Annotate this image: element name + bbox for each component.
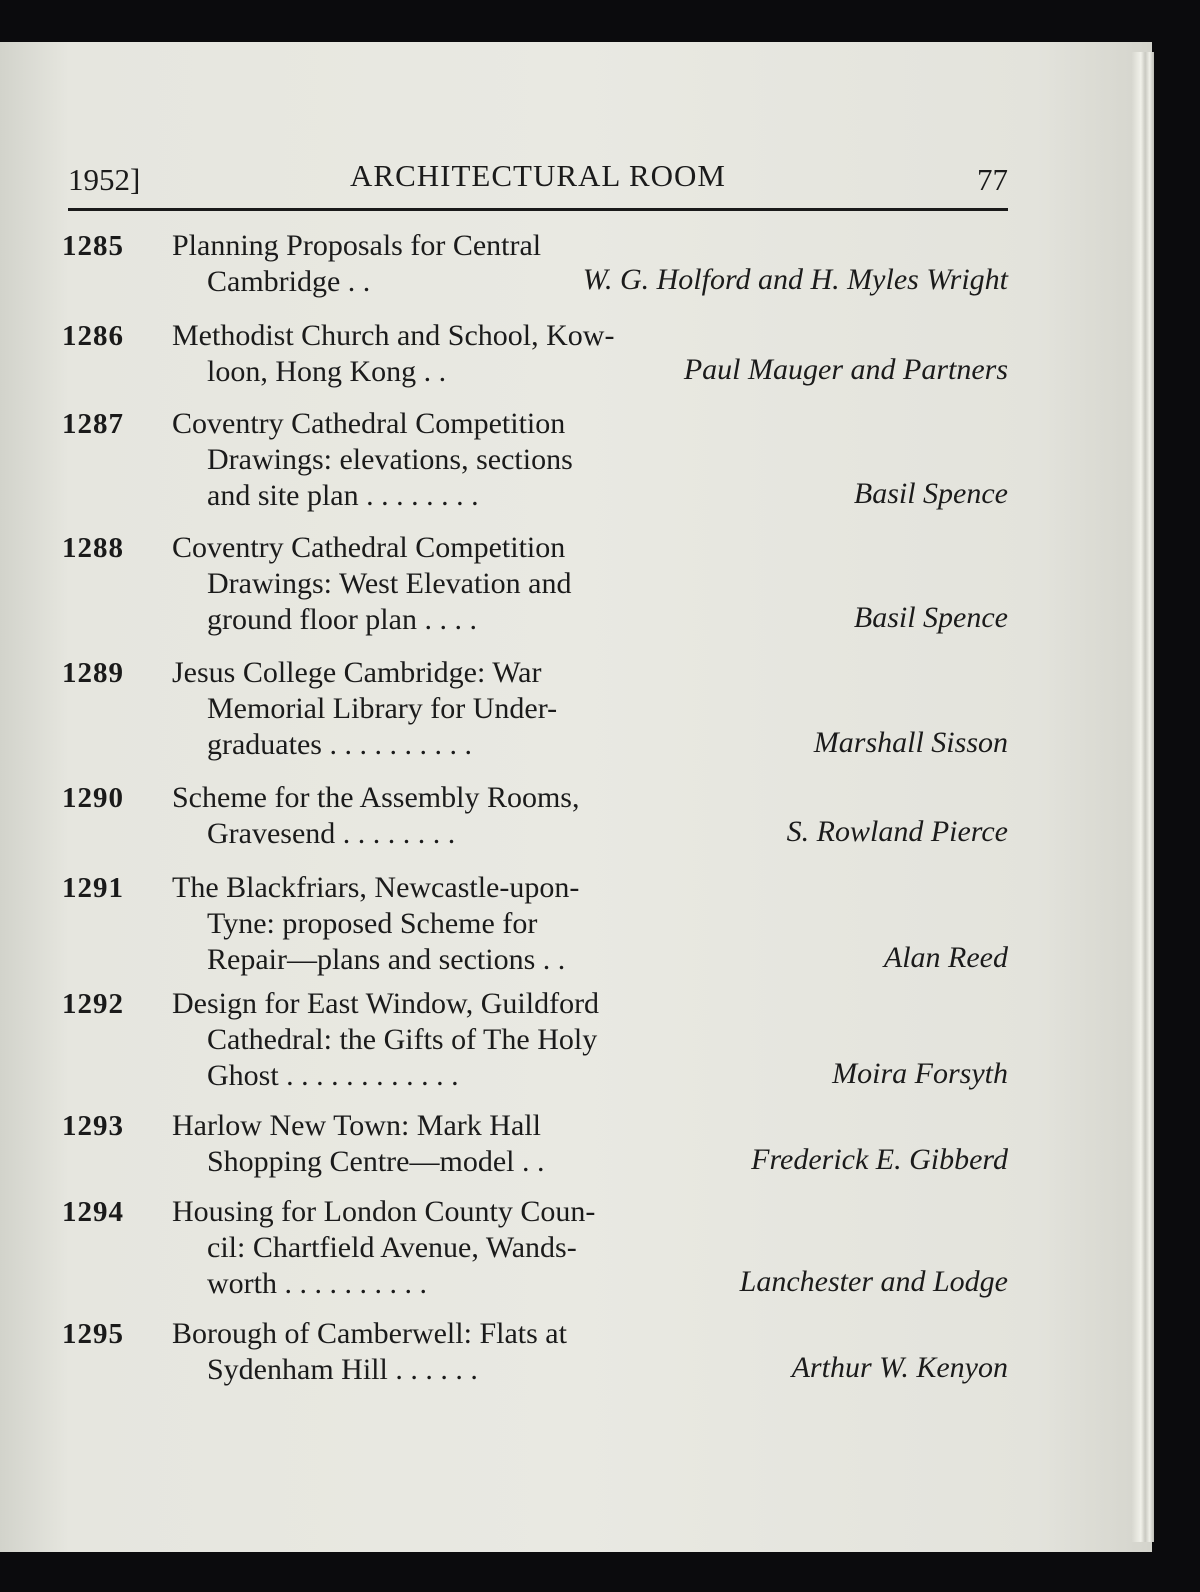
entry-title-line: Planning Proposals for Central (172, 229, 542, 262)
entry-number: 1295 (62, 1318, 124, 1350)
entry-title-line: worth . . . . . . . . . . (207, 1267, 427, 1300)
entry-title-line: Drawings: elevations, sections (207, 443, 573, 476)
entry-architect: Paul Mauger and Partners (683, 353, 1008, 386)
header-rule (68, 208, 1008, 211)
entry-number: 1294 (62, 1196, 124, 1228)
entry-architect: Basil Spence (853, 601, 1008, 634)
entry-title-line: Scheme for the Assembly Rooms, (172, 781, 580, 814)
entry-title-line: Memorial Library for Under- (207, 692, 558, 725)
entry-number: 1285 (62, 230, 124, 262)
entry-title-line: graduates . . . . . . . . . . (207, 728, 472, 761)
header-year: 1952] (68, 162, 141, 197)
entry-title-line: Drawings: West Elevation and (207, 567, 572, 600)
entry-number: 1291 (62, 872, 124, 904)
entry-title-line: ground floor plan . . . . (207, 603, 477, 636)
entry-architect: Lanchester and Lodge (739, 1265, 1008, 1298)
entry-number: 1287 (62, 408, 124, 440)
entry-title-line: Coventry Cathedral Competition (172, 407, 566, 440)
entry-architect: S. Rowland Pierce (786, 815, 1008, 848)
entry-title-line: Tyne: proposed Scheme for (207, 907, 538, 940)
entry-title-line: Shopping Centre—model . . (207, 1145, 545, 1178)
page-header (68, 154, 1008, 204)
entry-title-line: Ghost . . . . . . . . . . . . (207, 1059, 459, 1092)
entry-number: 1292 (62, 988, 124, 1020)
entry-title-line: Gravesend . . . . . . . . (207, 817, 456, 850)
entry-title-line: Cambridge . . (207, 265, 371, 298)
page-title: ARCHITECTURAL ROOM (350, 158, 726, 193)
entry-title-line: Design for East Window, Guildford (172, 987, 600, 1020)
entry-number: 1286 (62, 320, 124, 352)
entry-number: 1293 (62, 1110, 124, 1142)
entry-architect: Arthur W. Kenyon (791, 1351, 1008, 1384)
entry-architect: Marshall Sisson (813, 726, 1008, 759)
entry-title-line: Methodist Church and School, Kow- (172, 319, 615, 352)
entry-title-line: Coventry Cathedral Competition (172, 531, 566, 564)
entry-title-line: The Blackfriars, Newcastle-upon- (172, 871, 580, 904)
entry-architect: W. G. Holford and H. Myles Wright (582, 263, 1008, 296)
entry-title-line: Jesus College Cambridge: War (172, 656, 542, 689)
entry-title-line: Harlow New Town: Mark Hall (172, 1109, 541, 1142)
entry-number: 1289 (62, 657, 124, 689)
page-number: 77 (977, 162, 1008, 197)
entry-architect: Basil Spence (853, 477, 1008, 510)
entry-title-line: Housing for London County Coun- (172, 1195, 596, 1228)
entry-title-line: cil: Chartfield Avenue, Wands- (207, 1231, 577, 1264)
entry-architect: Frederick E. Gibberd (751, 1143, 1008, 1176)
entry-title-line: Cathedral: the Gifts of The Holy (207, 1023, 598, 1056)
entry-title-line: and site plan . . . . . . . . (207, 479, 479, 512)
page-edges (1132, 52, 1154, 1542)
entry-title-line: loon, Hong Kong . . (207, 355, 447, 388)
entry-number: 1288 (62, 532, 124, 564)
entry-architect: Moira Forsyth (832, 1057, 1008, 1090)
entry-title-line: Sydenham Hill . . . . . . (207, 1353, 478, 1386)
entry-title-line: Repair—plans and sections . . (207, 943, 566, 976)
entry-title-line: Borough of Camberwell: Flats at (172, 1317, 567, 1350)
entry-architect: Alan Reed (883, 941, 1008, 974)
entry-number: 1290 (62, 782, 124, 814)
